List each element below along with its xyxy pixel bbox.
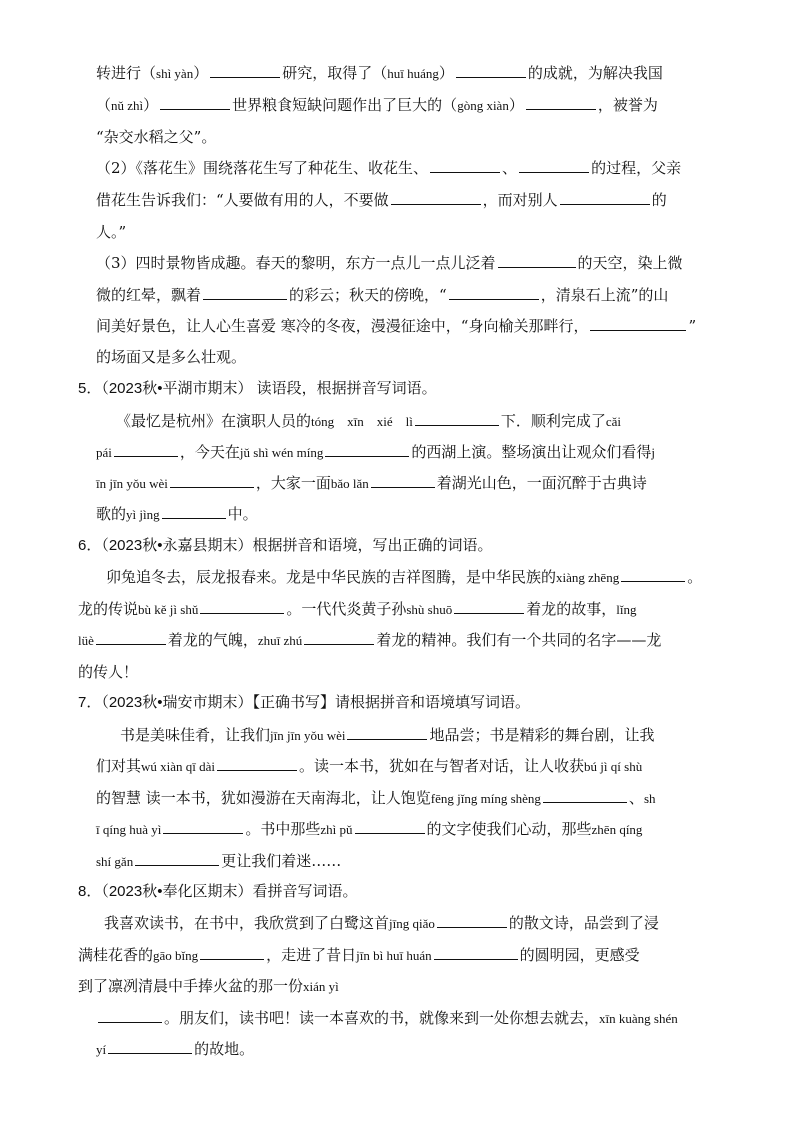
text-segment: ，而对别人	[482, 191, 558, 209]
text-segment: 满桂花香的	[78, 946, 154, 964]
answer-blank[interactable]	[456, 63, 526, 78]
text-segment: 8．（2023秋•奉化区期末）看拼音写词语。	[78, 883, 358, 900]
text-segment: 卯兔追冬去，辰龙报春来。龙是中华民族的吉祥图腾，是中华民族的	[106, 568, 557, 586]
pinyin-text: jīn jīn yǒu wèi	[270, 728, 346, 743]
pinyin-text: lǐng	[616, 602, 637, 617]
text-segment: 的成就，为解决我国	[527, 64, 663, 82]
text-segment: 的传人！	[78, 663, 139, 681]
text-line	[96, 504, 258, 525]
answer-blank[interactable]	[454, 599, 524, 614]
text-segment: 的智慧 读一本书，犹如漫游在天南海北，让人饱览	[96, 789, 431, 807]
pinyin-text: īn jīn yǒu wèi	[96, 476, 168, 491]
pinyin-text: bú jì qí shù	[584, 759, 643, 774]
pinyin-text: jīng qiǎo	[389, 916, 435, 931]
answer-blank[interactable]	[434, 945, 518, 960]
text-segment: 的场面又是多么壮观。	[96, 348, 247, 366]
text-segment: 们对其	[96, 757, 142, 775]
answer-blank[interactable]	[391, 190, 481, 205]
text-segment: ，大家一面	[255, 474, 331, 492]
text-segment: （2）《落花生》围绕落花生写了种花生、收花生、	[96, 159, 429, 177]
answer-blank[interactable]	[347, 725, 427, 740]
text-segment: ，今天在	[179, 443, 240, 461]
answer-blank[interactable]	[371, 473, 435, 488]
pinyin-text: jǔ shì wén míng	[239, 445, 324, 460]
text-segment: ）	[193, 64, 209, 82]
text-segment: 微的红晕，飘着	[96, 286, 202, 304]
text-line	[78, 630, 661, 651]
text-segment: 。书中那些	[245, 820, 321, 838]
pinyin-text: zhuī zhú	[257, 633, 303, 648]
answer-blank[interactable]	[543, 788, 627, 803]
answer-blank[interactable]	[170, 473, 254, 488]
text-line	[96, 788, 656, 809]
text-line	[120, 725, 655, 746]
text-line	[96, 1008, 678, 1029]
text-segment: 、	[628, 789, 644, 807]
pinyin-text: tóng xīn xié lì	[311, 414, 413, 429]
text-line	[104, 913, 659, 934]
text-line	[96, 819, 642, 840]
text-segment: 我喜欢读书，在书中，我欣赏到了白鹭这首	[104, 914, 390, 932]
text-segment: 的圆明园，更感受	[519, 946, 640, 964]
text-segment: ”	[688, 317, 697, 335]
answer-blank[interactable]	[203, 285, 287, 300]
answer-blank[interactable]	[114, 442, 178, 457]
answer-blank[interactable]	[498, 253, 576, 268]
text-segment: 的	[651, 191, 667, 209]
pinyin-text: shí gǎn	[96, 854, 134, 869]
text-line	[96, 473, 647, 494]
text-line	[96, 316, 696, 336]
answer-blank[interactable]	[210, 63, 280, 78]
answer-blank[interactable]	[98, 1008, 162, 1023]
text-segment: 。读一本书，犹如在与智者对话，让人收获	[299, 757, 585, 775]
text-line	[78, 976, 339, 997]
text-line	[78, 945, 640, 966]
question-heading	[78, 379, 437, 399]
text-segment: 更让我们着迷……	[221, 852, 342, 870]
pinyin-text: shù shuō	[406, 602, 453, 617]
text-line	[96, 851, 341, 872]
text-segment: 龙的传说	[78, 600, 139, 618]
answer-blank[interactable]	[560, 190, 650, 205]
text-line	[96, 347, 246, 367]
answer-blank[interactable]	[163, 819, 243, 834]
text-line	[96, 285, 668, 305]
text-segment: 的彩云；秋天的傍晚，“	[289, 286, 447, 304]
text-line	[96, 127, 216, 147]
text-line	[116, 411, 621, 432]
answer-blank[interactable]	[415, 411, 499, 426]
pinyin-text: xiàng zhēng	[556, 570, 620, 585]
text-segment: ，清泉石上流”的山	[540, 286, 669, 304]
text-segment: 。朋友们，读书吧！读一本喜欢的书，就像来到一处你想去就去，	[164, 1009, 600, 1027]
text-line	[96, 442, 655, 463]
text-segment: 5．（2023秋•平湖市期末） 读语段，根据拼音写词语。	[78, 380, 437, 397]
text-segment: 人。”	[96, 223, 127, 241]
answer-blank[interactable]	[590, 316, 686, 331]
answer-blank[interactable]	[526, 95, 596, 110]
answer-blank[interactable]	[200, 945, 264, 960]
pinyin-text: bù kě jì shǔ	[138, 602, 199, 617]
text-segment: 着湖光山色，一面沉醉于古典诗	[436, 474, 647, 492]
text-segment: 、	[502, 159, 518, 177]
text-segment: 中。	[227, 505, 258, 523]
text-segment: 的过程，父亲	[591, 159, 682, 177]
text-segment: ）	[438, 64, 454, 82]
text-segment: 的故地。	[194, 1040, 255, 1058]
pinyin-text: xīn kuàng shén	[599, 1011, 678, 1026]
text-segment: 着龙的精神。我们有一个共同的名字——龙	[376, 631, 662, 649]
pinyin-text: shì yàn	[156, 66, 194, 81]
text-segment: ，被誉为	[597, 96, 658, 114]
answer-blank[interactable]	[217, 756, 297, 771]
pinyin-text: yì jìng	[126, 507, 160, 522]
text-line	[96, 158, 681, 178]
answer-blank[interactable]	[160, 95, 230, 110]
text-segment: “杂交水稻之父”。	[96, 128, 217, 146]
text-segment: 。	[687, 568, 703, 586]
pinyin-text: huī huáng	[387, 66, 439, 81]
pinyin-text: sh	[643, 791, 656, 806]
answer-blank[interactable]	[519, 158, 589, 173]
pinyin-text: j	[651, 445, 655, 460]
text-segment: 借花生告诉我们：“人要做有用的人，不要做	[96, 191, 389, 209]
text-line	[96, 95, 658, 116]
question-heading	[78, 693, 530, 713]
answer-blank[interactable]	[162, 504, 226, 519]
question-heading	[78, 536, 492, 556]
text-line	[96, 756, 642, 777]
answer-blank[interactable]	[304, 630, 374, 645]
pinyin-text: gāo bǐng	[153, 948, 199, 963]
pinyin-text: zhì pǔ	[320, 822, 353, 837]
answer-blank[interactable]	[430, 158, 500, 173]
pinyin-text: yí	[96, 1042, 107, 1057]
pinyin-text: pái	[96, 445, 112, 460]
text-segment: 《最忆是杭州》在演职人员的	[116, 412, 312, 430]
text-segment: （3）四时景物皆成趣。春天的黎明，东方一点儿一点儿泛着	[96, 254, 496, 272]
answer-blank[interactable]	[621, 567, 685, 582]
pinyin-text: wú xiàn qī dài	[141, 759, 216, 774]
question-heading	[78, 882, 357, 902]
text-segment: 的散文诗，品尝到了浸	[508, 914, 659, 932]
text-segment: 的天空，染上微	[577, 254, 683, 272]
text-segment: 到了凛冽清晨中手捧火盆的那一份	[78, 977, 304, 995]
text-line	[96, 63, 663, 84]
text-segment: 世界粮食短缺问题作出了巨大的（	[232, 96, 458, 114]
text-line	[96, 222, 126, 242]
text-segment: 书是美味佳肴，让我们	[120, 726, 271, 744]
text-segment: 的文字使我们心动，那些	[426, 820, 592, 838]
pinyin-text: ī qíng huà yì	[96, 822, 162, 837]
text-segment: （	[96, 96, 112, 114]
text-segment: 。一代代炎黄子孙	[286, 600, 407, 618]
text-line	[96, 190, 667, 210]
text-segment: 6．（2023秋•永嘉县期末）根据拼音和语境，写出正确的词语。	[78, 537, 493, 554]
answer-blank[interactable]	[355, 819, 425, 834]
answer-blank[interactable]	[200, 599, 284, 614]
text-segment: 下．顺利完成了	[500, 412, 606, 430]
text-segment: 间美好景色，让人心生喜爱 寒冷的冬夜，漫漫征途中，“身向榆关那畔行，	[96, 317, 589, 335]
text-line	[106, 567, 702, 588]
text-segment: ）	[143, 96, 159, 114]
text-segment: 的西湖上演。整场演出让观众们看得	[411, 443, 652, 461]
text-segment: 歌的	[96, 505, 127, 523]
text-line	[78, 599, 636, 620]
text-segment: 7．（2023秋•瑞安市期末）【正确书写】请根据拼音和语境填写词语。	[78, 694, 530, 711]
pinyin-text: jīn bì huī huán	[356, 948, 432, 963]
answer-blank[interactable]	[108, 1039, 192, 1054]
text-segment: 着龙的故事，	[526, 600, 617, 618]
answer-blank[interactable]	[437, 913, 507, 928]
text-segment: 研究，取得了（	[282, 64, 388, 82]
text-segment: 转进行（	[96, 64, 157, 82]
text-line	[78, 662, 138, 682]
pinyin-text: zhēn qíng	[591, 822, 643, 837]
answer-blank[interactable]	[96, 630, 166, 645]
pinyin-text: lüè	[78, 633, 94, 648]
text-line	[96, 1039, 254, 1060]
text-segment: ）	[508, 96, 524, 114]
text-line	[96, 253, 683, 273]
pinyin-text: fēng jǐng míng shèng	[430, 791, 541, 806]
text-segment: ，走进了昔日	[266, 946, 357, 964]
answer-blank[interactable]	[135, 851, 219, 866]
pinyin-text: nǔ zhì	[111, 98, 144, 113]
pinyin-text: gòng xiàn	[457, 98, 509, 113]
pinyin-text: cǎi	[605, 414, 622, 429]
pinyin-text: bǎo lǎn	[330, 476, 369, 491]
answer-blank[interactable]	[325, 442, 409, 457]
pinyin-text: xián yì	[303, 979, 339, 994]
text-segment: 地品尝；书是精彩的舞台剧，让我	[429, 726, 655, 744]
text-segment: 着龙的气魄，	[167, 631, 258, 649]
answer-blank[interactable]	[449, 285, 539, 300]
